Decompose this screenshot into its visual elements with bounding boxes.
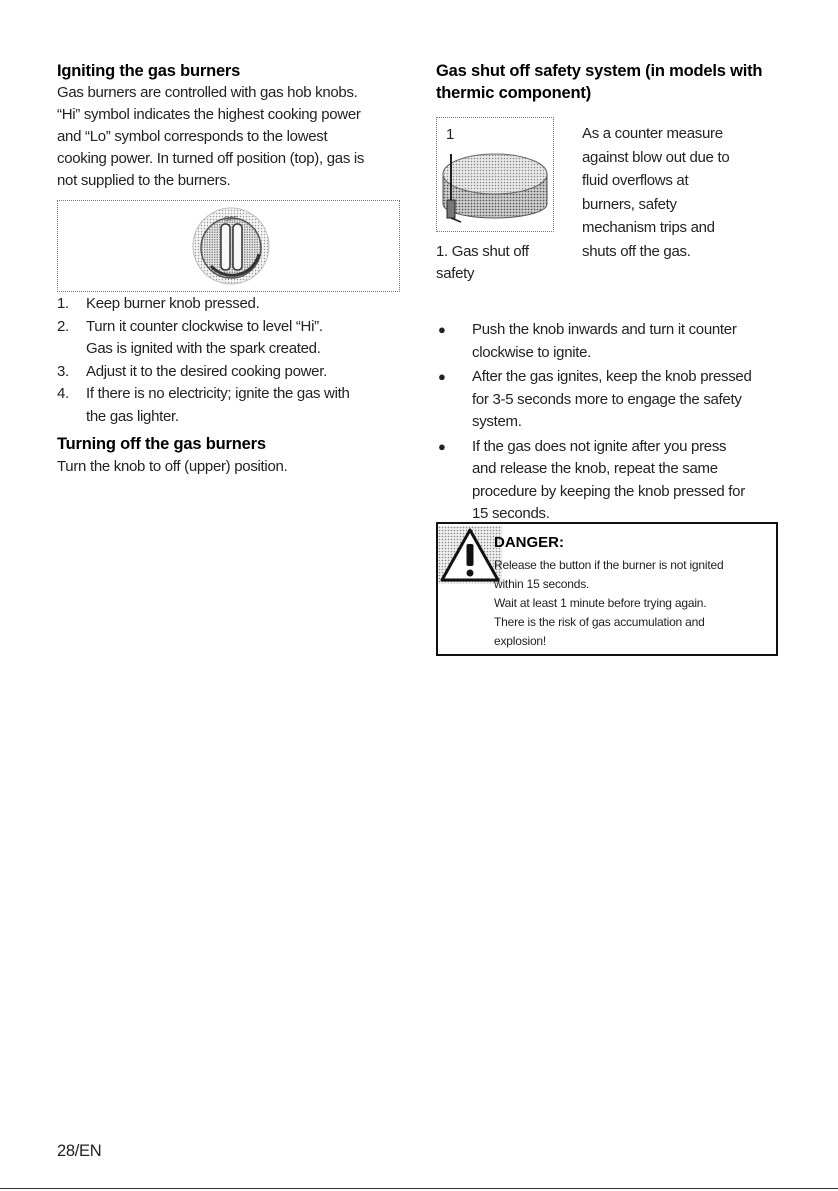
danger-line: Release the button if the burner is not ignited: [494, 558, 724, 572]
heading-gas-shut-off-safety: [436, 60, 788, 104]
step-number: 3.: [57, 362, 69, 380]
caption-line: safety: [436, 265, 475, 282]
list-item: [57, 383, 402, 428]
bullet-text: clockwise to ignite.: [472, 343, 592, 361]
step-number: 1.: [57, 295, 69, 312]
ignition-steps-list: [57, 293, 402, 428]
step-text: Turn it counter clockwise to level “Hi”.: [86, 317, 323, 335]
danger-title: DANGER:: [494, 534, 564, 551]
heading-line: thermic component): [436, 84, 591, 102]
intro-line: and “Lo” symbol corresponds to the lowest: [57, 128, 328, 145]
description-line: against blow out due to: [582, 148, 730, 166]
danger-box: [436, 522, 778, 656]
intro-line: “Hi” symbol indicates the highest cooking power: [57, 106, 361, 123]
bullet-text: for 3-5 seconds more to engage the safety: [472, 390, 742, 408]
figure-callout-label: 1: [446, 126, 455, 143]
bullet-icon: ●: [438, 322, 446, 337]
list-item: [57, 361, 402, 384]
caption-line: 1. Gas shut off: [436, 243, 529, 260]
danger-line: Wait at least 1 minute before trying again.: [494, 596, 707, 610]
intro-line: cooking power. In turned off position (top), gas is: [57, 150, 365, 167]
safety-bullets-list: [436, 319, 788, 528]
knob-off-label: OFF: [224, 216, 238, 223]
step-number: 2.: [57, 317, 69, 335]
heading-turning-off-gas-burners: Turning off the gas burners: [57, 435, 266, 453]
list-item: [57, 293, 402, 316]
description-line: shuts off the gas.: [582, 242, 691, 260]
step-text: If there is no electricity; ignite the gas with: [86, 385, 350, 402]
step-text: Keep burner knob pressed.: [86, 295, 260, 312]
step-text: the gas lighter.: [86, 407, 179, 425]
page-number: 28/EN: [57, 1142, 102, 1160]
bullet-text: and release the knob, repeat the same: [472, 460, 718, 477]
step-text: Adjust it to the desired cooking power.: [86, 362, 327, 380]
danger-line: explosion!: [494, 634, 547, 648]
list-item: [436, 319, 788, 364]
bullet-text: procedure by keeping the knob pressed for: [472, 482, 745, 500]
warning-triangle-icon: [438, 526, 502, 584]
bullet-icon: ●: [438, 369, 446, 384]
burner-knob-illustration: [191, 206, 271, 286]
bullet-text: 15 seconds.: [472, 505, 550, 522]
danger-text: [494, 556, 774, 651]
bullet-text: system.: [472, 413, 522, 430]
bullet-text: Push the knob inwards and turn it counter: [472, 321, 737, 338]
bullet-text: If the gas does not ignite after you press: [472, 437, 727, 455]
thermic-component-figure: [436, 117, 554, 232]
list-item: [436, 366, 788, 434]
igniting-intro-paragraph: [57, 82, 402, 192]
danger-line: within 15 seconds.: [494, 577, 590, 591]
safety-description: [582, 122, 762, 263]
bullet-icon: ●: [438, 438, 446, 454]
burner-cap-illustration: [437, 118, 553, 231]
description-line: mechanism trips and: [582, 219, 715, 236]
list-item: [436, 436, 788, 526]
bottom-rule: [0, 1188, 838, 1189]
list-item: [57, 316, 402, 361]
description-line: fluid overflows at: [582, 172, 689, 189]
step-text: Gas is ignited with the spark created.: [86, 340, 321, 357]
step-number: 4.: [57, 385, 69, 402]
bullet-text: After the gas ignites, keep the knob pressed: [472, 368, 752, 385]
turning-off-paragraph: Turn the knob to off (upper) position.: [57, 458, 288, 475]
heading-line: Gas shut off safety system (in models with: [436, 62, 763, 80]
intro-line: Gas burners are controlled with gas hob knobs.: [57, 84, 358, 101]
figure-caption: [436, 241, 561, 285]
knob-figure: [57, 200, 400, 292]
heading-igniting-gas-burners: Igniting the gas burners: [57, 62, 241, 80]
danger-line: There is the risk of gas accumulation and: [494, 615, 705, 629]
intro-line: not supplied to the burners.: [57, 172, 231, 189]
description-line: burners, safety: [582, 195, 677, 213]
description-line: As a counter measure: [582, 125, 723, 142]
